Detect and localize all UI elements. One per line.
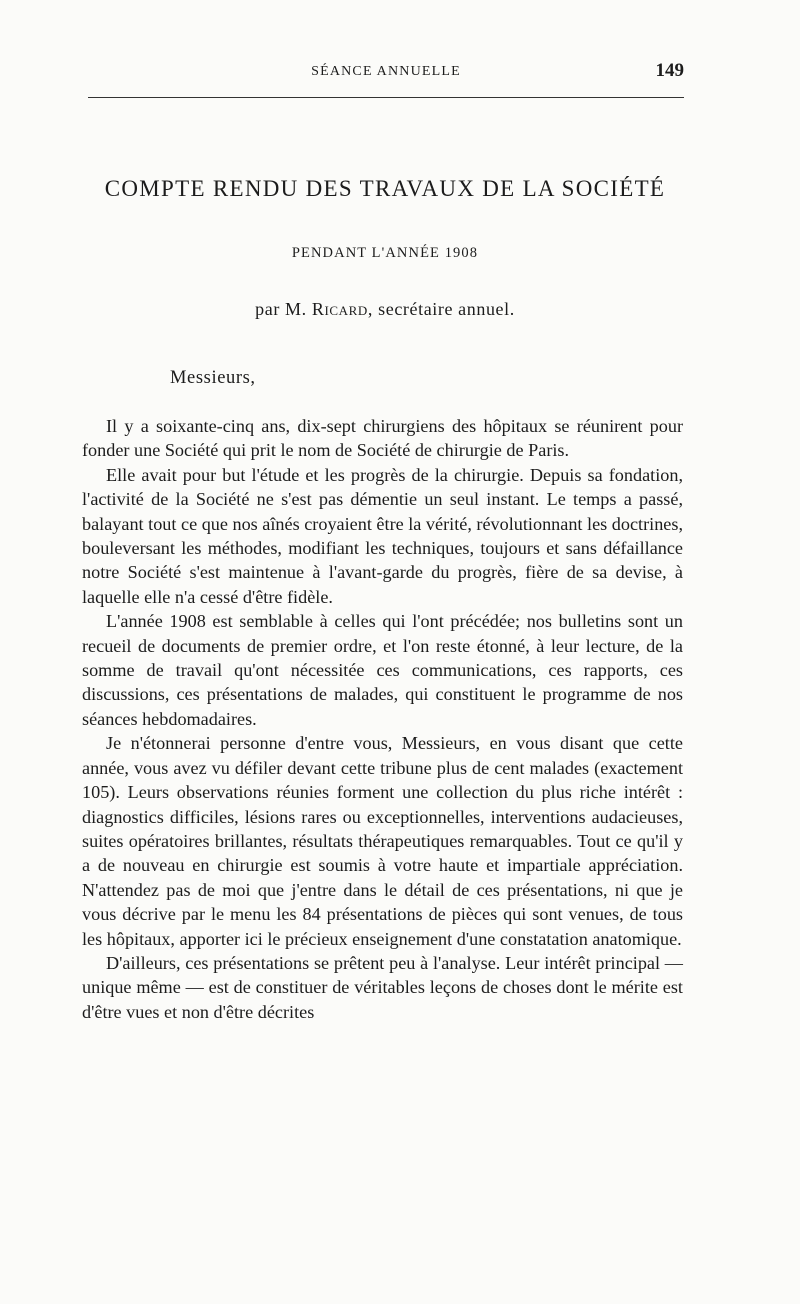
paragraph: Elle avait pour but l'étude et les progrès de la chirurgie. Depuis sa fondation, l'activité de la Société ne s'est pas démentie un seul instant. Le temps a passé, balayant tout ce que nos aînés croyaient être la vérité, révolutionnant les doctrines, bouleversant les méthodes, modifiant les techniques, toujours et sans défaillance notre Société s'est maintenue à l'avant-garde du progrès, fière de sa devise, à laquelle elle n'a cessé d'être fidèle. bbox=[82, 464, 683, 607]
paragraph: Je n'étonnerai personne d'entre vous, Messieurs, en vous disant que cette année, vous avez vu défiler devant cette tribune plus de cent malades (exactement 105). Leurs observations réunies forment une collection du plus riche intérêt : diagnostics difficiles, lésions rares ou exceptionnelles, interventions audacieuses, suites opératoires brillantes, résultats thérapeutiques remarquables. Tout ce qu'il y a de nouveau en chirurgie est soumis à votre haute et impartiale appréciation. N'attendez pas de moi que j'entre dans le détail de ces présentations, ni que je vous décrive par le menu les 84 présentations de pièces qui sont venues, de tous les hôpitaux, apporter ici le précieux enseignement d'une constatation anatomique. bbox=[82, 733, 683, 949]
byline-prefix: par M. bbox=[255, 299, 312, 319]
page-number: 149 bbox=[655, 60, 684, 81]
article-subtitle: PENDANT L'ANNÉE 1908 bbox=[291, 245, 479, 261]
header-rule bbox=[88, 97, 684, 98]
running-title: SÉANCE ANNUELLE bbox=[311, 64, 461, 79]
paragraph: D'ailleurs, ces présentations se prêtent peu à l'analyse. Leur intérêt principal — unique même — est de constituer de véritables leçons de choses dont le mérite est d'être vues et non d'être décrites bbox=[82, 952, 683, 1022]
body-text bbox=[82, 414, 683, 1024]
byline-suffix: , secrétaire annuel. bbox=[367, 299, 515, 319]
paragraph: L'année 1908 est semblable à celles qui l'ont précédée; nos bulletins sont un recueil de documents de premier ordre, et l'on reste étonné, à leur lecture, de la somme de travail qu'ont nécessitée ces communications, ces rapports, ces discussions, ces présentations de malades, qui constituent le programme de nos séances hebdomadaires. bbox=[82, 611, 683, 729]
salutation: Messieurs, bbox=[170, 368, 256, 388]
author-byline bbox=[0, 299, 770, 320]
author-name: Ricard bbox=[311, 299, 368, 319]
paragraph: Il y a soixante-cinq ans, dix-sept chirurgiens des hôpitaux se réunirent pour fonder une Société qui prit le nom de Société de chirurgie de Paris. bbox=[82, 416, 683, 461]
running-head bbox=[88, 60, 684, 88]
article-title: COMPTE RENDU DES TRAVAUX DE LA SOCIÉTÉ bbox=[104, 176, 666, 201]
